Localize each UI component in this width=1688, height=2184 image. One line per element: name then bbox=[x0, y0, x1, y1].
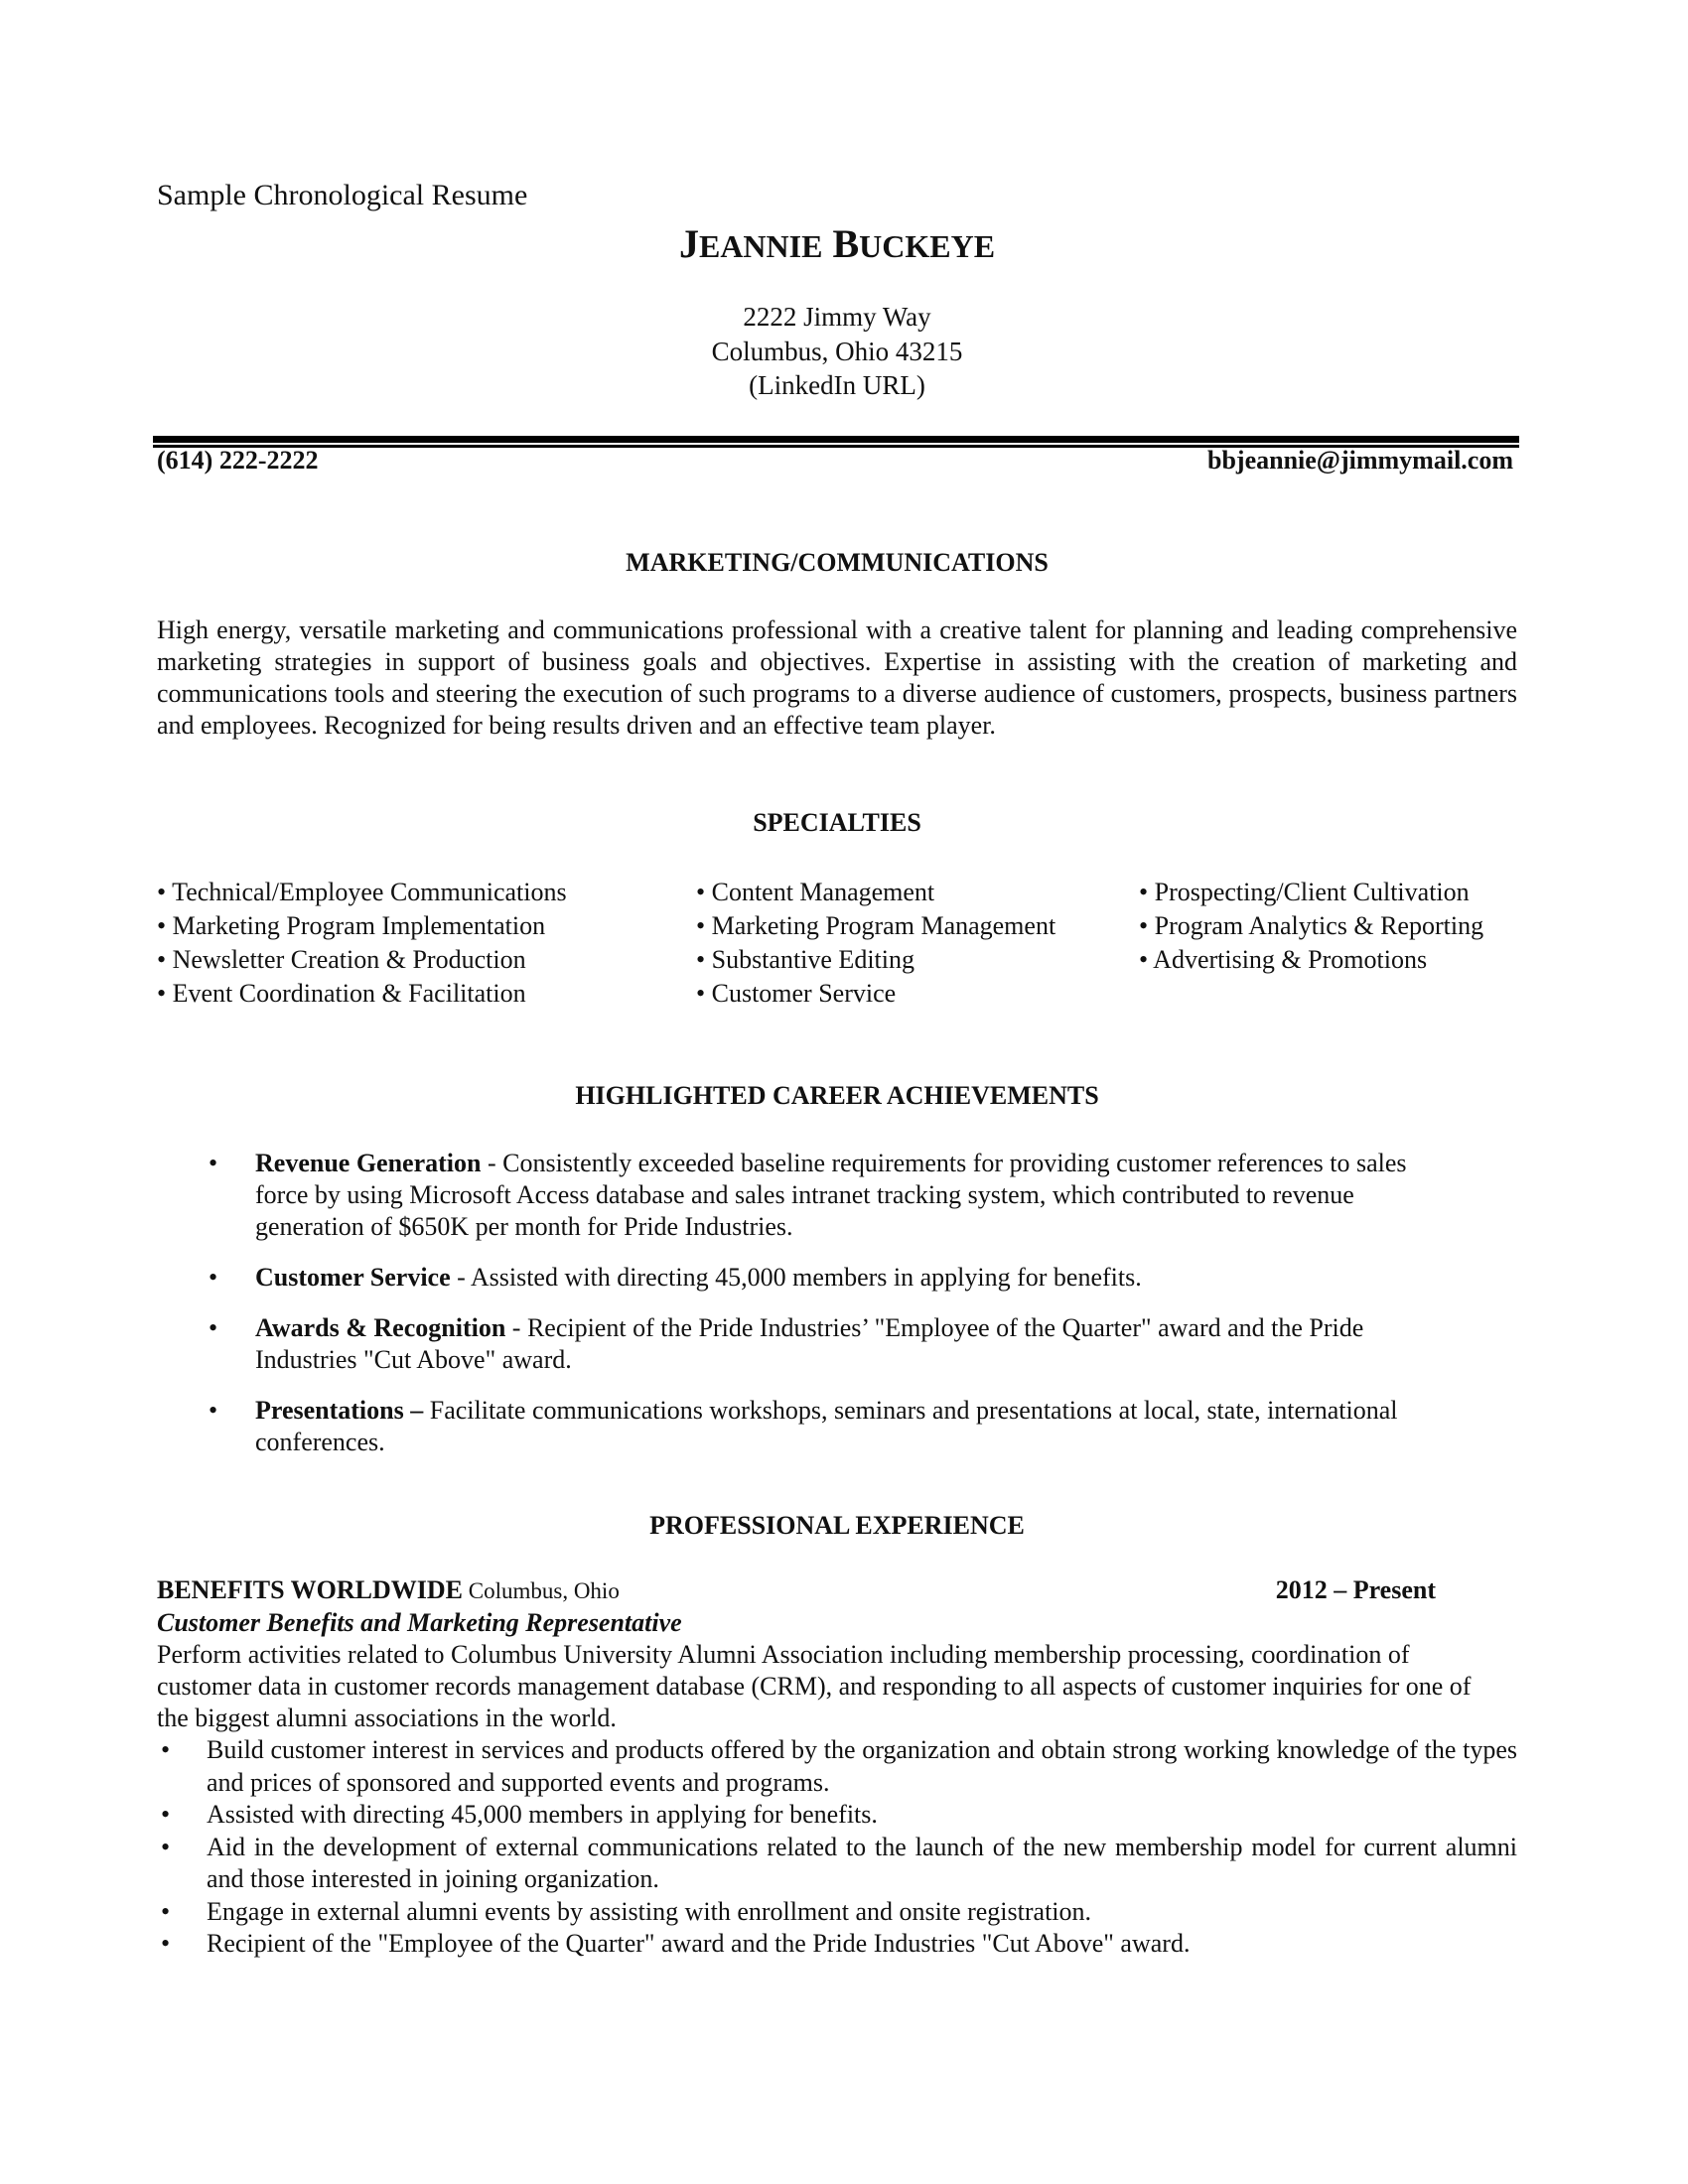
name-initial: J bbox=[678, 221, 699, 266]
name-first-rest: EANNIE bbox=[698, 228, 823, 264]
specialty-item: • Program Analytics & Reporting bbox=[1139, 911, 1484, 940]
email[interactable]: bbjeannie@jimmymail.com bbox=[1207, 446, 1513, 475]
job-location: Columbus, Ohio bbox=[463, 1578, 620, 1603]
specialty-item: • Customer Service bbox=[696, 979, 897, 1008]
job-bullets bbox=[157, 1734, 1517, 1961]
specialty-item: • Prospecting/Client Cultivation bbox=[1139, 878, 1470, 906]
achievements-list bbox=[157, 1148, 1517, 1477]
job-dates: 2012 – Present bbox=[1275, 1575, 1436, 1604]
candidate-name bbox=[157, 220, 1517, 267]
specialties-list bbox=[157, 876, 1517, 1011]
achievement-item bbox=[157, 1395, 1517, 1458]
job-bullet: • Build customer interest in services and products offered by the organization and obtain strong working knowledge of the types and prices of sponsored and supported events and programs. bbox=[157, 1734, 1517, 1799]
specialty-item: • Technical/Employee Communications bbox=[157, 878, 567, 906]
achievement-text: - Recipient of the Pride Industries’ "Employee of the Quarter" award and the Pride Industries "Cut Above" award. bbox=[255, 1313, 1364, 1374]
address-linkedin: (LinkedIn URL) bbox=[749, 370, 925, 400]
job-company: BENEFITS WORLDWIDE bbox=[157, 1575, 463, 1604]
achievement-text: - Consistently exceeded baseline requirements for providing customer references to sales force by using Microsoft Access database and sales intranet tracking system, which contributed to revenue generation of $650K per month for Pride Industries. bbox=[255, 1149, 1407, 1241]
address-city: Columbus, Ohio 43215 bbox=[711, 336, 963, 366]
address-block bbox=[157, 300, 1517, 403]
experience-heading: PROFESSIONAL EXPERIENCE bbox=[649, 1511, 1025, 1540]
summary-heading: MARKETING/COMMUNICATIONS bbox=[626, 548, 1049, 577]
job-bullet: • Recipient of the "Employee of the Quarter" award and the Pride Industries "Cut Above" award. bbox=[157, 1928, 1517, 1961]
address-street: 2222 Jimmy Way bbox=[743, 302, 931, 332]
phone: (614) 222-2222 bbox=[157, 446, 319, 475]
job-description: Perform activities related to Columbus University Alumni Association including membership processing, coordination of customer data in customer records management database (CRM), and responding to all aspects of customer inquiries for one of the biggest alumni associations in the world. bbox=[157, 1640, 1472, 1732]
achievement-text: Facilitate communications workshops, seminars and presentations at local, state, international conferences. bbox=[255, 1396, 1398, 1456]
specialties-heading: SPECIALTIES bbox=[753, 808, 921, 837]
achievement-item bbox=[157, 1262, 1517, 1294]
name-last-rest: UCKEYE bbox=[859, 228, 996, 264]
specialty-item: • Advertising & Promotions bbox=[1139, 945, 1428, 974]
achievement-title: Presentations – bbox=[255, 1396, 424, 1425]
job-entry bbox=[157, 1574, 1517, 1961]
specialty-item: • Event Coordination & Facilitation bbox=[157, 979, 526, 1008]
job-bullet: • Assisted with directing 45,000 members in applying for benefits. bbox=[157, 1799, 1517, 1832]
name-initial: B bbox=[832, 221, 860, 266]
achievement-title: Customer Service bbox=[255, 1263, 451, 1292]
specialty-item: • Newsletter Creation & Production bbox=[157, 945, 526, 974]
achievement-item bbox=[157, 1148, 1517, 1243]
achievement-item bbox=[157, 1312, 1517, 1376]
job-bullet: • Aid in the development of external communications related to the launch of the new membership model for current alumni and those interested in joining organization. bbox=[157, 1832, 1517, 1896]
job-header bbox=[157, 1574, 1517, 1607]
achievement-title: Revenue Generation bbox=[255, 1149, 482, 1177]
specialties-column bbox=[696, 876, 1139, 1011]
achievements-heading: HIGHLIGHTED CAREER ACHIEVEMENTS bbox=[575, 1081, 1099, 1110]
specialty-item: • Substantive Editing bbox=[696, 945, 914, 974]
job-bullet: • Engage in external alumni events by assisting with enrollment and onsite registration. bbox=[157, 1896, 1517, 1929]
specialty-item: • Marketing Program Implementation bbox=[157, 911, 546, 940]
achievement-text: - Assisted with directing 45,000 members in applying for benefits. bbox=[450, 1263, 1142, 1292]
job-title: Customer Benefits and Marketing Representative bbox=[157, 1608, 682, 1637]
specialty-item: • Marketing Program Management bbox=[696, 911, 1056, 940]
header-rule-thick bbox=[153, 436, 1519, 443]
specialties-column bbox=[157, 876, 696, 1011]
summary-text: High energy, versatile marketing and communications professional with a creative talent for planning and leading comprehensive marketing strategies in support of business goals and objectives. Expertise in assisting with the creation of marketing and communications tools and steering the execution of such programs to a diverse audience of customers, prospects, business partners and employees. Recognized for being results driven and an effective team player. bbox=[157, 615, 1517, 740]
specialty-item: • Content Management bbox=[696, 878, 935, 906]
specialties-column bbox=[1139, 876, 1517, 1011]
document-label: Sample Chronological Resume bbox=[157, 179, 528, 211]
achievement-title: Awards & Recognition bbox=[255, 1313, 506, 1342]
